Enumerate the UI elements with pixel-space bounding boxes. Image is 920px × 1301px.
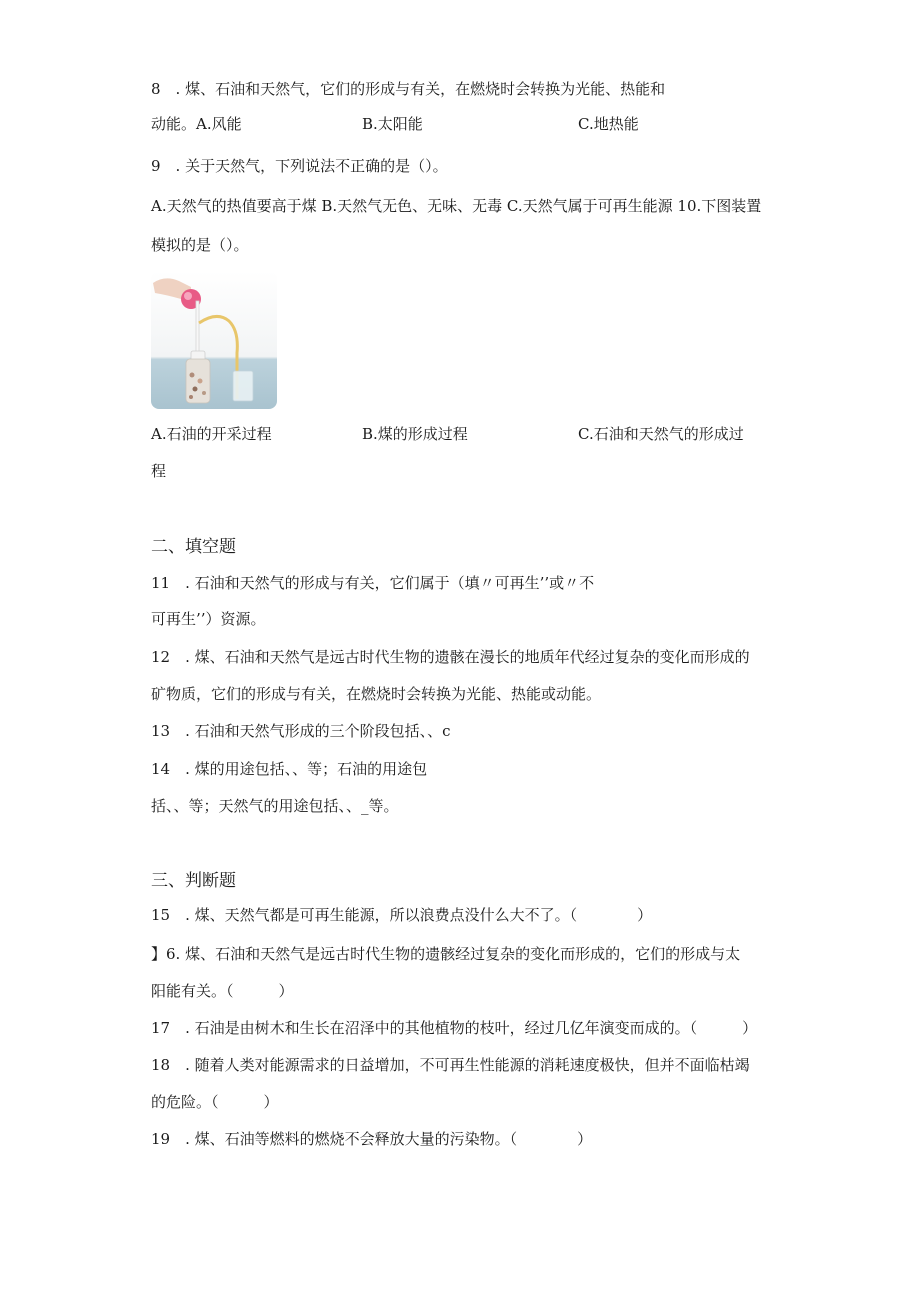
q10-option-c-cont: 程 (151, 462, 167, 480)
section-2-heading: 二、填空题 (151, 537, 236, 557)
q8-option-c: C.地热能 (578, 115, 639, 133)
q16-line1: 】6. 煤、石油和天然气是远古时代生物的遗骸经过复杂的变化而形成的，它们的形成与太 (151, 945, 741, 963)
q8-prefix: 动能。 (151, 115, 197, 133)
q10-option-b: B.煤的形成过程 (362, 425, 468, 443)
q14-line1: 14 . 煤的用途包括、、等；石油的用途包 (151, 760, 428, 778)
q15: 15 . 煤、天然气都是可再生能源，所以浪费点没什么大不了。（ ） (151, 906, 653, 924)
q12-line2: 矿物质，它们的形成与有关，在燃烧时会转换为光能、热能或动能。 (151, 685, 602, 703)
q18-line1: 18 . 随着人类对能源需求的日益增加，不可再生性能源的消耗速度极快，但并不面临枯竭 (151, 1056, 750, 1074)
q12-line1: 12 . 煤、石油和天然气是远古时代生物的遗骸在漫长的地质年代经过复杂的变化而形成的 (151, 648, 750, 666)
q9-line1: 9 . 关于天然气，下列说法不正确的是（）。 (151, 157, 448, 175)
section-3-heading: 三、判断题 (151, 871, 236, 891)
q18-line2: 的危险。（ ） (151, 1093, 279, 1111)
q10-option-c: C.石油和天然气的形成过 (578, 425, 744, 443)
q10-line2: 模拟的是（）。 (151, 236, 249, 254)
q8-option-b: B.太阳能 (362, 115, 423, 133)
q17: 17 . 石油是由树木和生长在沼泽中的其他植物的枝叶，经过几亿年演变而成的。（ ） (151, 1019, 758, 1037)
q8-option-a: A.风能 (196, 115, 242, 133)
q16-line2: 阳能有关。（ ） (151, 982, 294, 1000)
q10-option-a: A.石油的开采过程 (151, 425, 272, 443)
q13: 13 . 石油和天然气形成的三个阶段包括、、c (151, 722, 451, 740)
q11-line1: 11 . 石油和天然气的形成与有关，它们属于（填〃可再生’’或〃不 (151, 574, 595, 592)
q11-line2: 可再生’’）资源。 (151, 610, 266, 628)
q9-line2: A.天然气的热值要高于煤 B.天然气无色、无味、无毒 C.天然气属于可再生能源 10.下图装置 (151, 197, 762, 215)
q14-line2: 括、、等；天然气的用途包括、、_等。 (151, 797, 399, 815)
q8-line1: 8 . 煤、石油和天然气，它们的形成与有关，在燃烧时会转换为光能、热能和 (151, 80, 666, 98)
experiment-apparatus-photo (151, 271, 277, 409)
q19: 19 . 煤、石油等燃料的燃烧不会释放大量的污染物。（ ） (151, 1130, 593, 1148)
